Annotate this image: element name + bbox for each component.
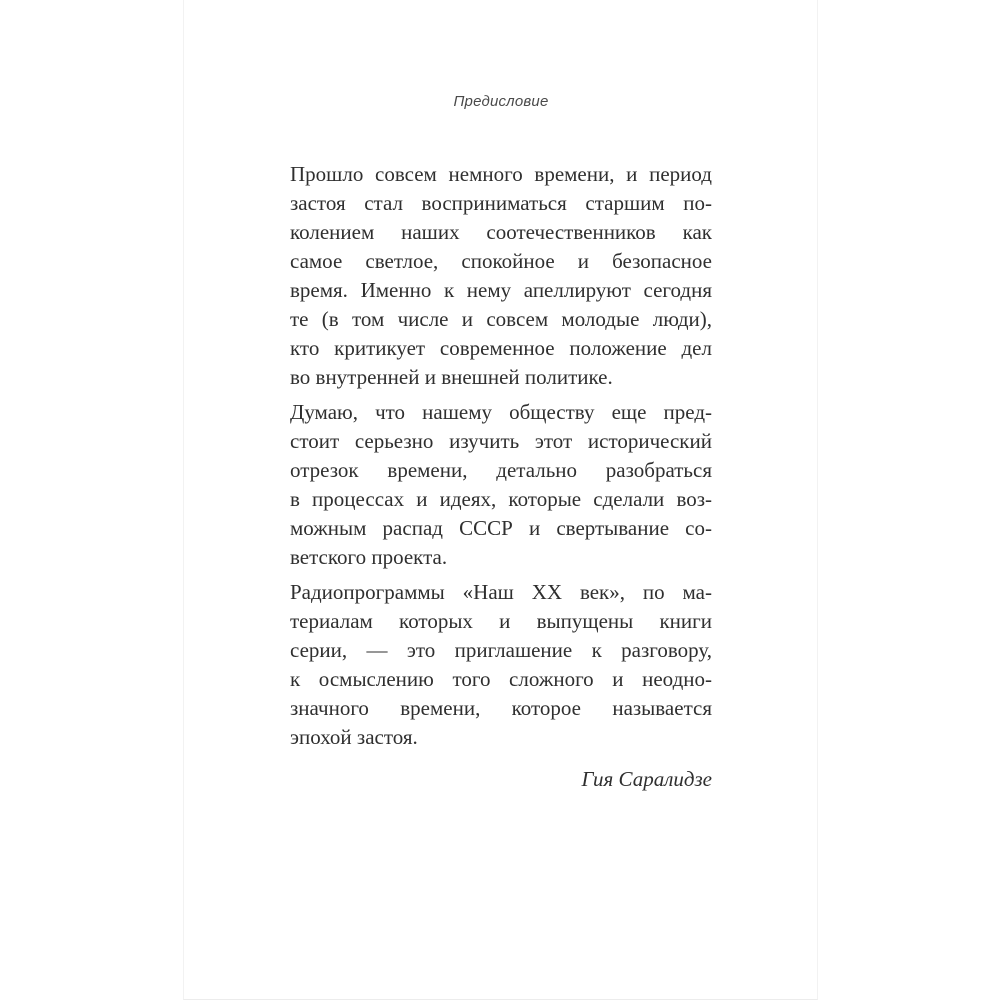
text-line: стоит серьезно изучить этот исторический xyxy=(290,429,712,453)
text-line: в процессах и идеях, которые сделали воз- xyxy=(290,487,712,511)
text-line: серии, — это приглашение к разговору, xyxy=(290,638,712,662)
paragraph xyxy=(290,578,712,752)
paragraph xyxy=(290,160,712,392)
text-line: можным распад СССР и свертывание со- xyxy=(290,516,712,540)
paragraph xyxy=(290,398,712,572)
text-line: к осмыслению того сложного и неодно- xyxy=(290,667,712,691)
text-line: Радиопрограммы «Наш XX век», по ма- xyxy=(290,580,712,604)
book-page xyxy=(183,0,818,1000)
text-line: Думаю, что нашему обществу еще пред- xyxy=(290,400,712,424)
text-line: колением наших соотечественников как xyxy=(290,220,712,244)
text-line: застоя стал восприниматься старшим по- xyxy=(290,191,712,215)
text-line: значного времени, которое называется xyxy=(290,696,712,720)
text-line: эпохой застоя. xyxy=(290,725,418,749)
chapter-header: Предисловие xyxy=(453,93,549,110)
author-signature: Гия Саралидзе xyxy=(581,767,712,791)
text-line: отрезок времени, детально разобраться xyxy=(290,458,712,482)
text-line: время. Именно к нему апеллируют сегодня xyxy=(290,278,712,302)
text-line: териалам которых и выпущены книги xyxy=(290,609,712,633)
page-content xyxy=(184,0,817,794)
text-line: кто критикует современное положение дел xyxy=(290,336,712,360)
text-line: те (в том числе и совсем молодые люди), xyxy=(290,307,712,331)
text-line: самое светлое, спокойное и безопасное xyxy=(290,249,712,273)
preface-text xyxy=(290,160,712,794)
text-line: Прошло совсем немного времени, и период xyxy=(290,162,712,186)
text-line: во внутренней и внешней политике. xyxy=(290,365,613,389)
text-line: ветского проекта. xyxy=(290,545,448,569)
